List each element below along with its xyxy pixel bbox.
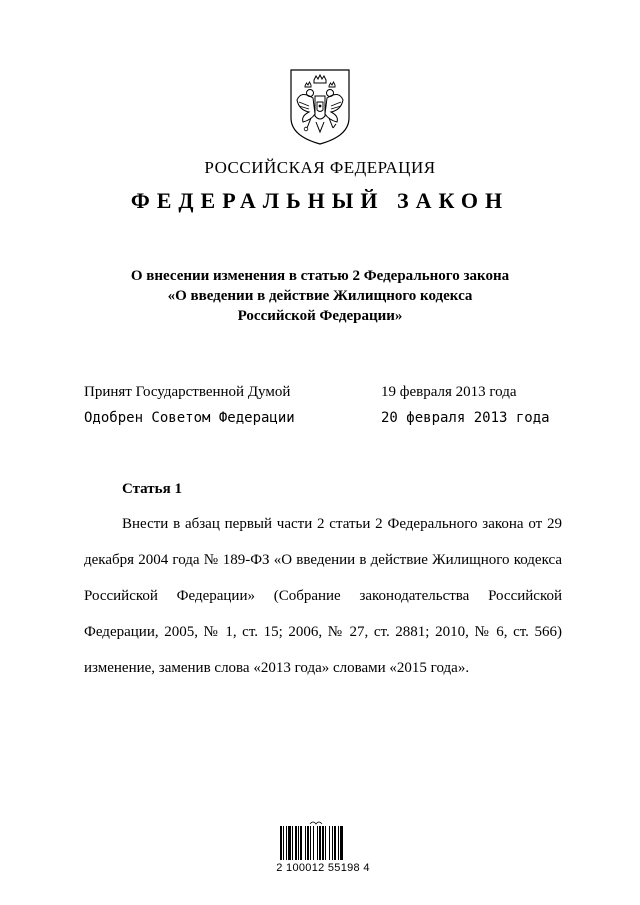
coat-of-arms-icon bbox=[287, 66, 353, 146]
article-body bbox=[84, 506, 562, 686]
barcode-icon bbox=[280, 820, 362, 860]
law-title bbox=[0, 266, 640, 326]
law-title-line: О внесении изменения в статью 2 Федерального закона bbox=[130, 268, 510, 284]
article-line: декабря 2004 года № 189-ФЗ «О введении в действие Жилищного кодекса bbox=[84, 552, 562, 568]
article-line: Внести в абзац первый части 2 статьи 2 Федерального закона от 29 bbox=[122, 516, 562, 532]
adopted-date: 19 февраля 2013 года bbox=[381, 384, 517, 400]
article-line: изменение, заменив слова «2013 года» словами «2015 года». bbox=[84, 660, 470, 676]
law-title-line: Российской Федерации» bbox=[237, 308, 403, 324]
approved-by-council-label: Одобрен Советом Федерации bbox=[84, 410, 295, 426]
article-line: Федерации, 2005, № 1, ст. 15; 2006, № 27, ст. 2881; 2010, № 6, ст. 566) bbox=[84, 624, 562, 640]
article-line: Российской Федерации» (Собрание законодательства Российской bbox=[84, 588, 562, 604]
article-heading: Статья 1 bbox=[122, 481, 182, 497]
law-type-heading: ФЕДЕРАЛЬНЫЙ ЗАКОН bbox=[130, 188, 510, 213]
country-name: РОССИЙСКАЯ ФЕДЕРАЦИЯ bbox=[204, 158, 436, 177]
barcode-number: 2 100012 55198 4 bbox=[276, 862, 370, 874]
adopted-by-duma-label: Принят Государственной Думой bbox=[84, 384, 291, 400]
law-title-line: «О введении в действие Жилищного кодекса bbox=[167, 288, 473, 304]
approved-date: 20 февраля 2013 года bbox=[381, 410, 550, 426]
